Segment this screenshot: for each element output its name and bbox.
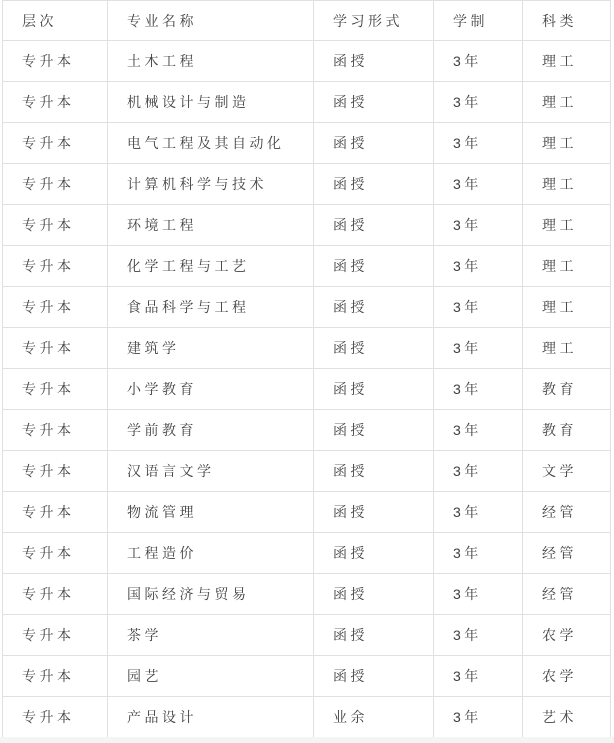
table-row: [3, 369, 611, 410]
major-cell: 化学工程与工艺: [108, 246, 314, 287]
header-form: 学习形式: [314, 1, 434, 41]
major-cell: 学前教育: [108, 410, 314, 451]
level-cell: 专升本: [3, 656, 108, 697]
table-row: [3, 410, 611, 451]
form-cell: 函授: [314, 82, 434, 123]
major-cell: 电气工程及其自动化: [108, 123, 314, 164]
level-cell: 专升本: [3, 697, 108, 738]
form-cell: 函授: [314, 410, 434, 451]
category-cell: 理工: [523, 287, 611, 328]
form-cell: 函授: [314, 287, 434, 328]
level-cell: 专升本: [3, 410, 108, 451]
category-cell: 教育: [523, 369, 611, 410]
major-cell: 茶学: [108, 615, 314, 656]
level-cell: 专升本: [3, 369, 108, 410]
table-row: [3, 656, 611, 697]
major-cell: 工程造价: [108, 533, 314, 574]
duration-cell: 3年: [434, 451, 523, 492]
major-cell: 计算机科学与技术: [108, 164, 314, 205]
major-cell: 产品设计: [108, 697, 314, 738]
table-row: [3, 164, 611, 205]
category-cell: 经管: [523, 492, 611, 533]
category-cell: 经管: [523, 574, 611, 615]
major-cell: 园艺: [108, 656, 314, 697]
form-cell: 函授: [314, 123, 434, 164]
duration-cell: 3年: [434, 82, 523, 123]
table-row: [3, 328, 611, 369]
level-cell: 专升本: [3, 533, 108, 574]
table-row: [3, 123, 611, 164]
table-header-row: [3, 1, 611, 41]
category-cell: 教育: [523, 410, 611, 451]
duration-cell: 3年: [434, 287, 523, 328]
page-background-strip: [0, 737, 614, 743]
category-cell: 艺术: [523, 697, 611, 738]
category-cell: 理工: [523, 164, 611, 205]
duration-cell: 3年: [434, 164, 523, 205]
major-cell: 食品科学与工程: [108, 287, 314, 328]
header-level: 层次: [3, 1, 108, 41]
table-row: [3, 697, 611, 738]
category-cell: 文学: [523, 451, 611, 492]
level-cell: 专升本: [3, 451, 108, 492]
duration-cell: 3年: [434, 205, 523, 246]
duration-cell: 3年: [434, 410, 523, 451]
duration-cell: 3年: [434, 697, 523, 738]
form-cell: 函授: [314, 246, 434, 287]
form-cell: 函授: [314, 574, 434, 615]
table-row: [3, 41, 611, 82]
category-cell: 理工: [523, 82, 611, 123]
category-cell: 理工: [523, 123, 611, 164]
form-cell: 函授: [314, 656, 434, 697]
table-row: [3, 574, 611, 615]
table-row: [3, 287, 611, 328]
duration-cell: 3年: [434, 492, 523, 533]
level-cell: 专升本: [3, 82, 108, 123]
form-cell: 函授: [314, 533, 434, 574]
majors-table: [2, 0, 611, 738]
major-cell: 建筑学: [108, 328, 314, 369]
header-major: 专业名称: [108, 1, 314, 41]
table-row: [3, 205, 611, 246]
level-cell: 专升本: [3, 246, 108, 287]
category-cell: 理工: [523, 41, 611, 82]
major-cell: 汉语言文学: [108, 451, 314, 492]
form-cell: 函授: [314, 41, 434, 82]
header-duration: 学制: [434, 1, 523, 41]
category-cell: 理工: [523, 246, 611, 287]
category-cell: 理工: [523, 328, 611, 369]
level-cell: 专升本: [3, 574, 108, 615]
header-category: 科类: [523, 1, 611, 41]
form-cell: 函授: [314, 369, 434, 410]
table-row: [3, 246, 611, 287]
category-cell: 农学: [523, 615, 611, 656]
form-cell: 函授: [314, 205, 434, 246]
level-cell: 专升本: [3, 287, 108, 328]
form-cell: 函授: [314, 164, 434, 205]
category-cell: 理工: [523, 205, 611, 246]
table-row: [3, 492, 611, 533]
form-cell: 函授: [314, 492, 434, 533]
duration-cell: 3年: [434, 123, 523, 164]
form-cell: 函授: [314, 328, 434, 369]
level-cell: 专升本: [3, 492, 108, 533]
form-cell: 函授: [314, 451, 434, 492]
duration-cell: 3年: [434, 41, 523, 82]
table-body: [3, 41, 611, 738]
table-row: [3, 533, 611, 574]
level-cell: 专升本: [3, 615, 108, 656]
form-cell: 函授: [314, 615, 434, 656]
major-cell: 机械设计与制造: [108, 82, 314, 123]
table-row: [3, 451, 611, 492]
form-cell: 业余: [314, 697, 434, 738]
duration-cell: 3年: [434, 328, 523, 369]
major-cell: 物流管理: [108, 492, 314, 533]
level-cell: 专升本: [3, 123, 108, 164]
table-row: [3, 615, 611, 656]
duration-cell: 3年: [434, 533, 523, 574]
level-cell: 专升本: [3, 205, 108, 246]
major-cell: 环境工程: [108, 205, 314, 246]
major-cell: 国际经济与贸易: [108, 574, 314, 615]
category-cell: 农学: [523, 656, 611, 697]
table-row: [3, 82, 611, 123]
level-cell: 专升本: [3, 41, 108, 82]
level-cell: 专升本: [3, 164, 108, 205]
majors-table-container: [2, 0, 610, 738]
category-cell: 经管: [523, 533, 611, 574]
major-cell: 小学教育: [108, 369, 314, 410]
duration-cell: 3年: [434, 615, 523, 656]
duration-cell: 3年: [434, 656, 523, 697]
duration-cell: 3年: [434, 574, 523, 615]
duration-cell: 3年: [434, 246, 523, 287]
duration-cell: 3年: [434, 369, 523, 410]
level-cell: 专升本: [3, 328, 108, 369]
major-cell: 土木工程: [108, 41, 314, 82]
